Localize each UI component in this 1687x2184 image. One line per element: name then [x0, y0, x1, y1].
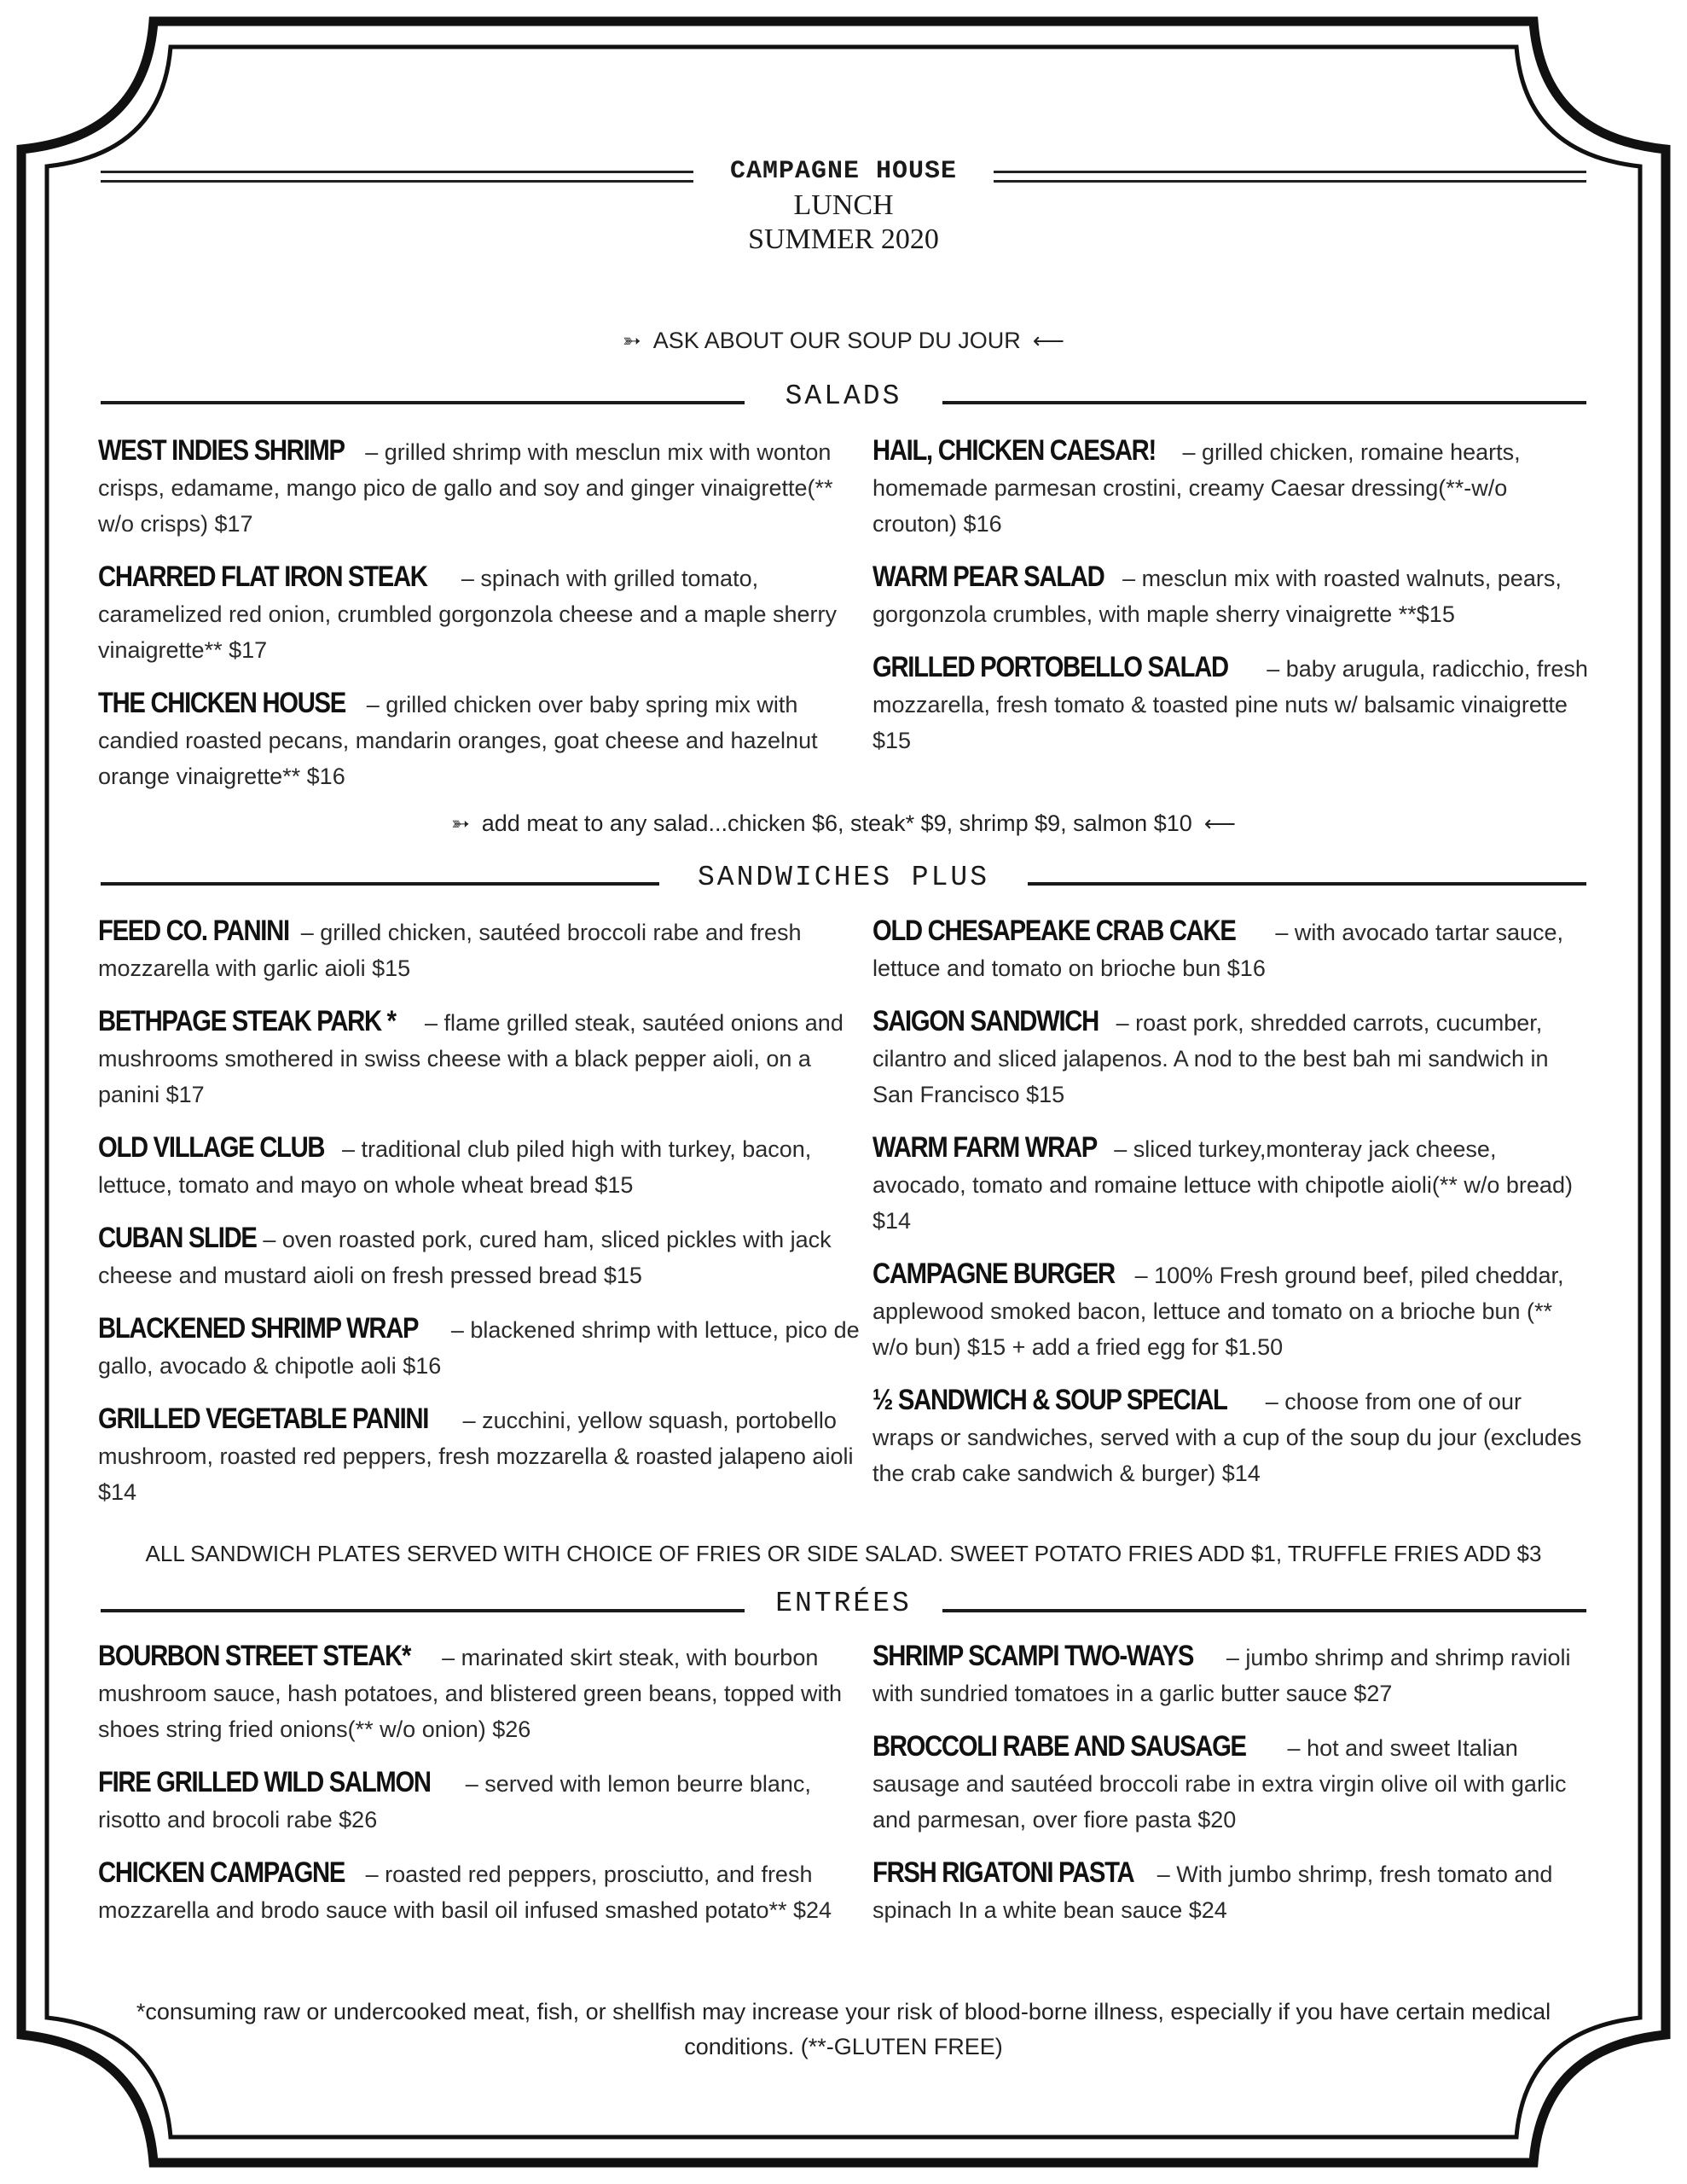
menu-item: [872, 433, 1589, 542]
menu-item: [872, 649, 1589, 758]
item-name: SAIGON SANDWICH: [872, 1005, 1099, 1037]
item-name: WARM FARM WRAP: [872, 1131, 1097, 1164]
arrow-right-icon: ➳: [622, 328, 641, 353]
item-description: – roast pork, shredded carrots, cucumber, cilantro and sliced jalapenos. A nod to the best bah mi sandwich in San Francisco $15: [872, 1010, 1549, 1107]
restaurant-name: CAMPAGNE HOUSE: [729, 157, 958, 186]
soup-note-text: ASK ABOUT OUR SOUP DU JOUR: [652, 328, 1021, 353]
salads-right-column: [872, 433, 1589, 775]
menu-meal: LUNCH: [793, 189, 894, 221]
menu-item: [98, 1130, 866, 1203]
section-title-salads: SALADS: [785, 380, 902, 412]
item-description: – grilled chicken over baby spring mix with candied roasted pecans, mandarin oranges, goat cheese and hazelnut orange vinaigrette** $16: [98, 692, 818, 789]
item-description: – With jumbo shrimp, fresh tomato and spinach In a white bean sauce $24: [872, 1862, 1553, 1923]
item-description: – zucchini, yellow squash, portobello mushroom, roasted red peppers, fresh mozzarella & roasted jalapeno aioli $14: [98, 1408, 854, 1505]
item-name: GRILLED PORTOBELLO SALAD: [872, 651, 1228, 683]
menu-item: [98, 1220, 866, 1293]
menu-item: [98, 433, 866, 542]
menu-item: [872, 1003, 1589, 1112]
menu-item: [872, 913, 1589, 986]
item-description: – mesclun mix with roasted walnuts, pears, gorgonzola crumbles, with maple sherry vinaigrette **$15: [872, 566, 1562, 627]
salad-addon-text: add meat to any salad...chicken $6, steak* $9, shrimp $9, salmon $10: [481, 810, 1192, 836]
arrow-left-icon: ⟵: [1032, 328, 1065, 353]
item-description: – jumbo shrimp and shrimp ravioli with sundried tomatoes in a garlic butter sauce $27: [872, 1645, 1571, 1706]
item-description: – sliced turkey,monteray jack cheese, avocado, tomato and romaine lettuce with chipotle aioli(** w/o bread) $14: [872, 1136, 1573, 1234]
menu-item: [98, 1855, 866, 1928]
item-name: CHARRED FLAT IRON STEAK: [98, 561, 427, 593]
arrow-left-icon: ⟵: [1203, 810, 1237, 836]
entrees-left-column: [98, 1638, 866, 1945]
menu-item: [872, 1855, 1589, 1928]
item-description: – traditional club piled high with turkey, bacon, lettuce, tomato and mayo on whole wheat bread $15: [98, 1136, 812, 1198]
item-description: – 100% Fresh ground beef, piled cheddar, applewood smoked bacon, lettuce and tomato on a brioche bun (** w/o bun) $15 + add a fried egg for $1.50: [872, 1263, 1564, 1360]
item-name: OLD CHESAPEAKE CRAB CAKE: [872, 915, 1236, 947]
sandwiches-left-column: [98, 913, 866, 1527]
menu-item: [872, 559, 1589, 632]
menu-item: [98, 1310, 866, 1384]
salad-addon-note: [0, 810, 1687, 837]
item-description: – grilled chicken, sautéed broccoli rabe and fresh mozzarella with garlic aioli $15: [98, 920, 802, 981]
sandwiches-right-column: [872, 913, 1589, 1508]
item-name: CAMPAGNE BURGER: [872, 1258, 1115, 1290]
item-name: HAIL, CHICKEN CAESAR!: [872, 434, 1156, 467]
footer-disclaimer: *consuming raw or undercooked meat, fish, or shellfish may increase your risk of blood-borne illness, especially if you have certain medical conditions. (**-GLUTEN FREE): [136, 1999, 1551, 2059]
item-description: – roasted red peppers, prosciutto, and fresh mozzarella and brodo sauce with basil oil infused smashed potato** $24: [98, 1862, 832, 1923]
item-name: WEST INDIES SHRIMP: [98, 434, 345, 467]
item-description: – served with lemon beurre blanc, risotto and brocoli rabe $26: [98, 1771, 811, 1833]
menu-item: [98, 913, 866, 986]
item-description: – grilled chicken, romaine hearts, homemade parmesan crostini, creamy Caesar dressing(**-w/o crouton) $16: [872, 439, 1521, 537]
item-name: SHRIMP SCAMPI TWO-WAYS: [872, 1640, 1194, 1672]
item-description: – hot and sweet Italian sausage and sautéed broccoli rabe in extra virgin olive oil with garlic and parmesan, over fiore pasta $20: [872, 1735, 1567, 1833]
item-description: – grilled shrimp with mesclun mix with wonton crisps, edamame, mango pico de gallo and soy and ginger vinaigrette(** w/o crisps) $17: [98, 439, 833, 537]
menu-item: [98, 1764, 866, 1838]
item-name: THE CHICKEN HOUSE: [98, 687, 345, 719]
item-description: – flame grilled steak, sautéed onions and mushrooms smothered in swiss cheese with a black pepper aioli, on a panini $17: [98, 1010, 844, 1107]
menu-item: [872, 1130, 1589, 1239]
menu-item: [98, 1003, 866, 1112]
menu-item: [872, 1638, 1589, 1711]
item-description: – blackened shrimp with lettuce, pico de gallo, avocado & chipotle aoli $16: [98, 1317, 860, 1379]
section-title-sandwiches: SANDWICHES PLUS: [697, 862, 990, 893]
section-title-entrees: ENTRÉES: [775, 1588, 912, 1619]
menu-item: [872, 1256, 1589, 1365]
item-name: FEED CO. PANINI: [98, 915, 289, 947]
item-name: FRSH RIGATONI PASTA: [872, 1856, 1134, 1889]
arrow-right-icon: ➳: [450, 810, 470, 836]
item-description: – choose from one of our wraps or sandwiches, served with a cup of the soup du jour (excludes the crab cake sandwich & burger) $14: [872, 1389, 1582, 1486]
item-description: – marinated skirt steak, with bourbon mushroom sauce, hash potatoes, and blistered green beans, topped with shoes string fried onions(** w/o onion) $26: [98, 1645, 843, 1742]
item-description: – with avocado tartar sauce, lettuce and tomato on brioche bun $16: [872, 920, 1564, 981]
item-name: BETHPAGE STEAK PARK *: [98, 1005, 396, 1037]
menu-item: [98, 559, 866, 668]
item-description: – oven roasted pork, cured ham, sliced pickles with jack cheese and mustard aioli on fresh pressed bread $15: [98, 1227, 832, 1288]
item-description: – baby arugula, radicchio, fresh mozzarella, fresh tomato & toasted pine nuts w/ balsamic vinaigrette $15: [872, 656, 1588, 753]
menu-item: [872, 1728, 1589, 1838]
menu-item: [98, 1638, 866, 1747]
menu-item: [872, 1382, 1589, 1491]
item-name: BROCCOLI RABE AND SAUSAGE: [872, 1730, 1246, 1763]
menu-item: [98, 1401, 866, 1510]
soup-note: [0, 328, 1687, 354]
item-name: CUBAN SLIDE: [98, 1222, 257, 1254]
item-name: GRILLED VEGETABLE PANINI: [98, 1403, 429, 1435]
item-name: BOURBON STREET STEAK*: [98, 1640, 411, 1672]
sandwich-sides-note: ALL SANDWICH PLATES SERVED WITH CHOICE OF FRIES OR SIDE SALAD. SWEET POTATO FRIES ADD $1, TRUFFLE FRIES ADD $3: [145, 1541, 1542, 1566]
item-name: BLACKENED SHRIMP WRAP: [98, 1312, 419, 1345]
item-name: FIRE GRILLED WILD SALMON: [98, 1766, 431, 1798]
item-description: – spinach with grilled tomato, caramelized red onion, crumbled gorgonzola cheese and a maple sherry vinaigrette** $17: [98, 566, 837, 663]
salads-left-column: [98, 433, 866, 811]
menu-item: [98, 685, 866, 794]
item-name: WARM PEAR SALAD: [872, 561, 1104, 593]
entrees-right-column: [872, 1638, 1589, 1945]
menu-season: SUMMER 2020: [748, 224, 939, 255]
item-name: CHICKEN CAMPAGNE: [98, 1856, 345, 1889]
item-name: OLD VILLAGE CLUB: [98, 1131, 325, 1164]
item-name: ½ SANDWICH & SOUP SPECIAL: [872, 1384, 1227, 1416]
